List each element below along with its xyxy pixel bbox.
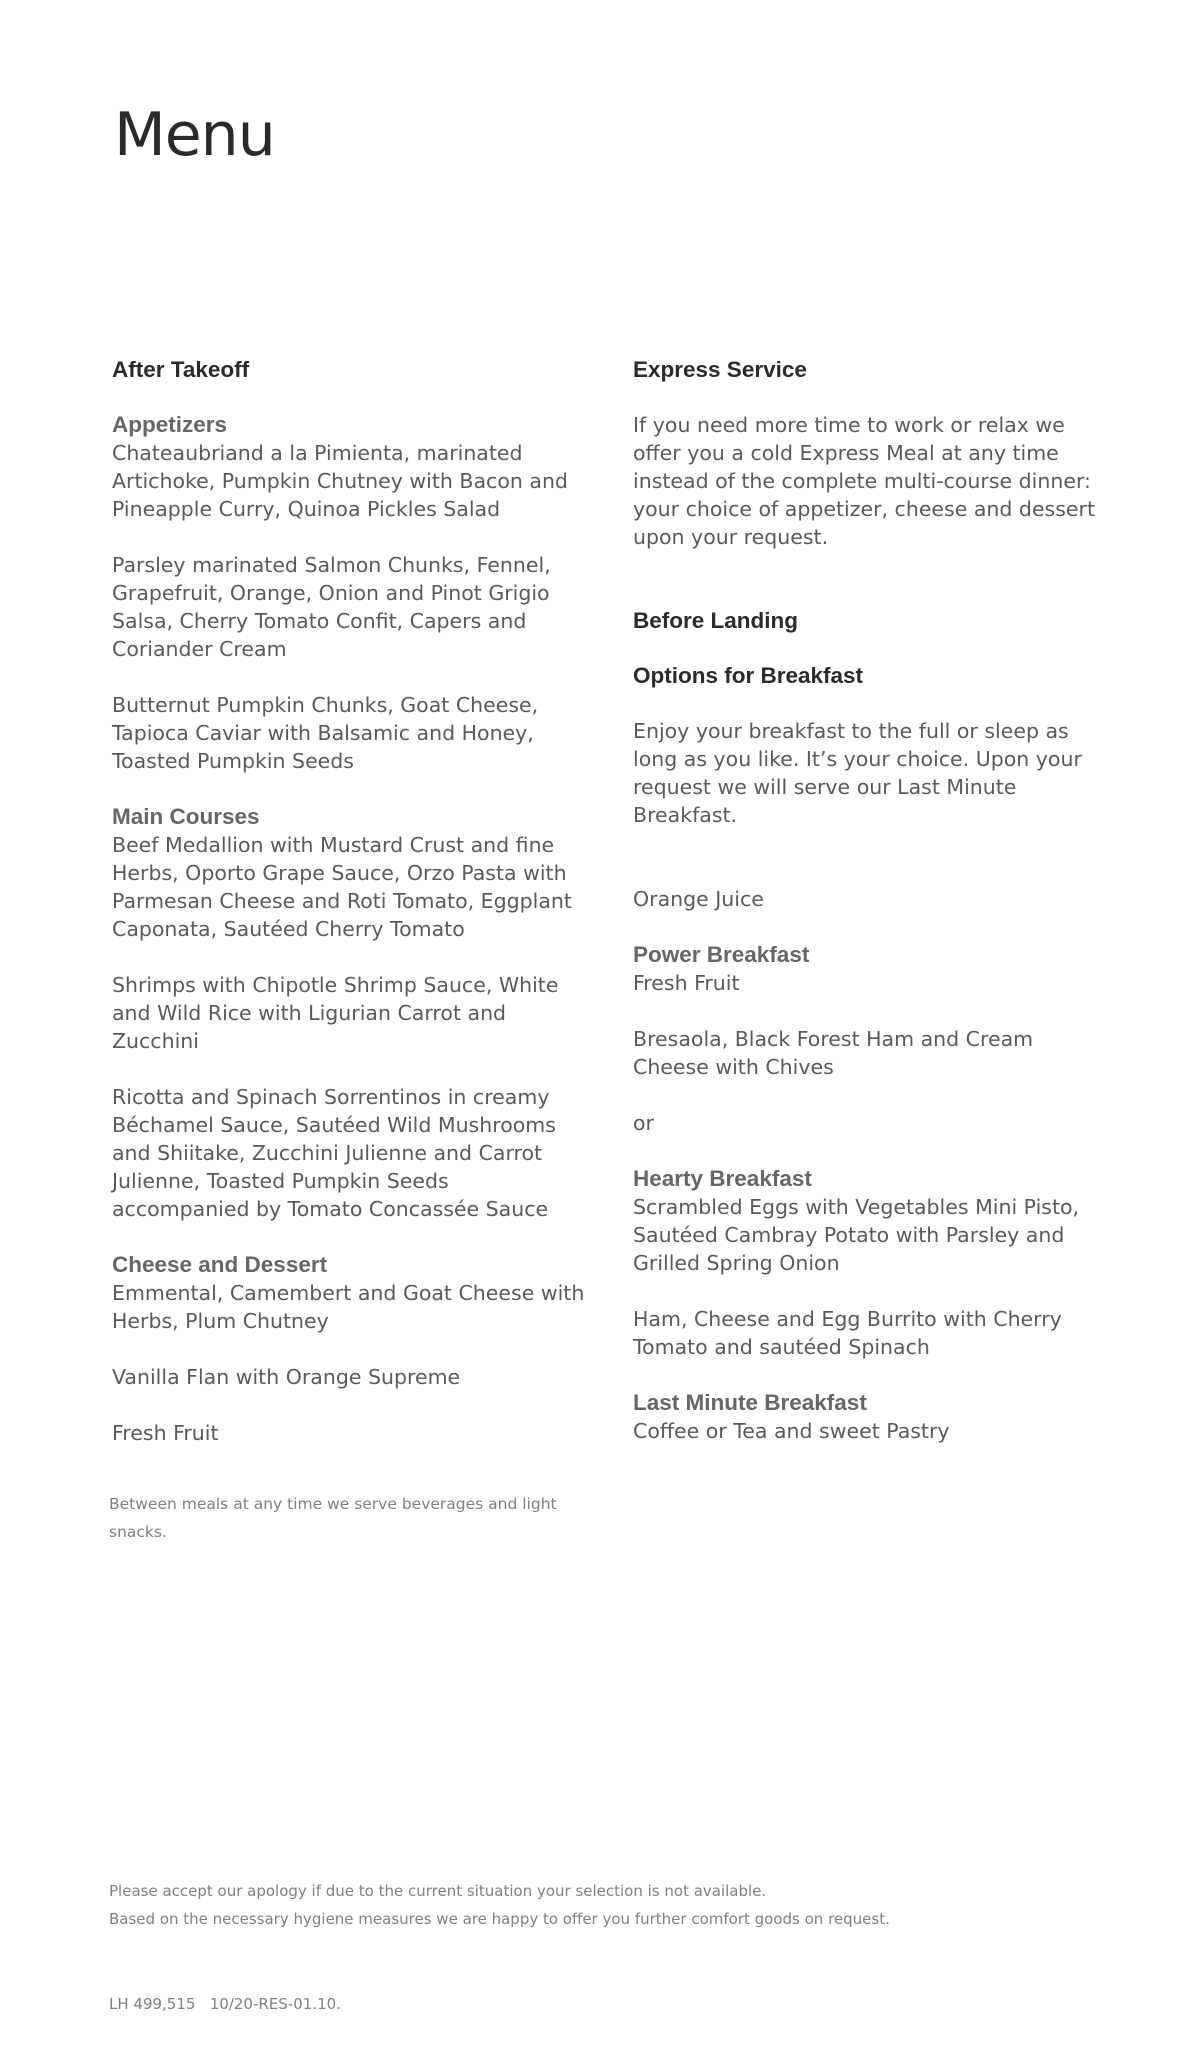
- footer-notes: [109, 1877, 890, 1933]
- appetizers-heading: Appetizers: [112, 412, 228, 437]
- page-title: Menu: [114, 100, 275, 170]
- power-breakfast-item: Fresh Fruit: [633, 971, 740, 995]
- power-breakfast-heading: Power Breakfast: [633, 942, 810, 967]
- or-separator: or: [633, 1111, 654, 1135]
- main-courses-heading: Main Courses: [112, 804, 260, 829]
- express-service-text: If you need more time to work or relax we offer you a cold Express Meal at any time instead of the complete multi-course dinner: your choice of appetizer, cheese and dessert upon your request.: [633, 413, 1096, 549]
- appetizers-group: [112, 411, 592, 775]
- power-breakfast-group: [633, 941, 1113, 997]
- last-minute-breakfast-heading: Last Minute Breakfast: [633, 1390, 867, 1415]
- last-minute-breakfast-group: [633, 1389, 1113, 1445]
- cheese-dessert-group: [112, 1251, 592, 1447]
- main-courses-group: [112, 803, 592, 1223]
- appetizer-item: Parsley marinated Salmon Chunks, Fennel, Grapefruit, Orange, Onion and Pinot Grigio Salsa, Cherry Tomato Confit, Capers and Coriander Cream: [112, 553, 551, 661]
- express-service-heading: Express Service: [633, 357, 807, 382]
- power-breakfast-item: Bresaola, Black Forest Ham and Cream Cheese with Chives: [633, 1027, 1034, 1079]
- hearty-breakfast-heading: Hearty Breakfast: [633, 1166, 812, 1191]
- hearty-breakfast-group: [633, 1165, 1113, 1277]
- last-minute-breakfast-item: Coffee or Tea and sweet Pastry: [633, 1419, 950, 1443]
- appetizer-item: Butternut Pumpkin Chunks, Goat Cheese, Tapioca Caviar with Balsamic and Honey, Toasted Pumpkin Seeds: [112, 693, 539, 773]
- between-meals-note: Between meals at any time we serve beverages and light snacks.: [109, 1495, 557, 1541]
- main-course-item: Shrimps with Chipotle Shrimp Sauce, White and Wild Rice with Ligurian Carrot and Zucchini: [112, 973, 559, 1053]
- cheese-dessert-heading: Cheese and Dessert: [112, 1252, 328, 1277]
- main-course-item: Ricotta and Spinach Sorrentinos in creamy Béchamel Sauce, Sautéed Wild Mushrooms and Shiitake, Zucchini Julienne and Carrot Julienne, Toasted Pumpkin Seeds accompanied by Tomato Concassée Sauce: [112, 1085, 556, 1221]
- dessert-item: Vanilla Flan with Orange Supreme: [112, 1365, 461, 1389]
- dessert-item: Emmental, Camembert and Goat Cheese with Herbs, Plum Chutney: [112, 1281, 585, 1333]
- after-takeoff-heading: After Takeoff: [112, 357, 250, 382]
- menu-code: LH 499,515 10/20-RES-01.10.: [109, 1995, 341, 2013]
- orange-juice-item: Orange Juice: [633, 887, 764, 911]
- apology-note: Please accept our apology if due to the current situation your selection is not available.: [109, 1882, 767, 1900]
- right-column: [633, 356, 1113, 1473]
- appetizer-item: Chateaubriand a la Pimienta, marinated Artichoke, Pumpkin Chutney with Bacon and Pineapple Curry, Quinoa Pickles Salad: [112, 441, 568, 521]
- dessert-item: Fresh Fruit: [112, 1421, 219, 1445]
- after-takeoff-column: [112, 356, 592, 1475]
- before-landing-heading: Before Landing: [633, 608, 799, 633]
- main-course-item: Beef Medallion with Mustard Crust and fine Herbs, Oporto Grape Sauce, Orzo Pasta with Parmesan Cheese and Roti Tomato, Eggplant Caponata, Sautéed Cherry Tomato: [112, 833, 572, 941]
- hearty-breakfast-item: Scrambled Eggs with Vegetables Mini Pisto, Sautéed Cambray Potato with Parsley and Grilled Spring Onion: [633, 1195, 1080, 1275]
- breakfast-options-heading: Options for Breakfast: [633, 663, 864, 688]
- hygiene-note: Based on the necessary hygiene measures we are happy to offer you further comfort goods on request.: [109, 1910, 890, 1928]
- hearty-breakfast-item: Ham, Cheese and Egg Burrito with Cherry Tomato and sautéed Spinach: [633, 1307, 1062, 1359]
- breakfast-options-text: Enjoy your breakfast to the full or sleep as long as you like. It’s your choice. Upon your request we will serve our Last Minute Breakfast.: [633, 719, 1082, 827]
